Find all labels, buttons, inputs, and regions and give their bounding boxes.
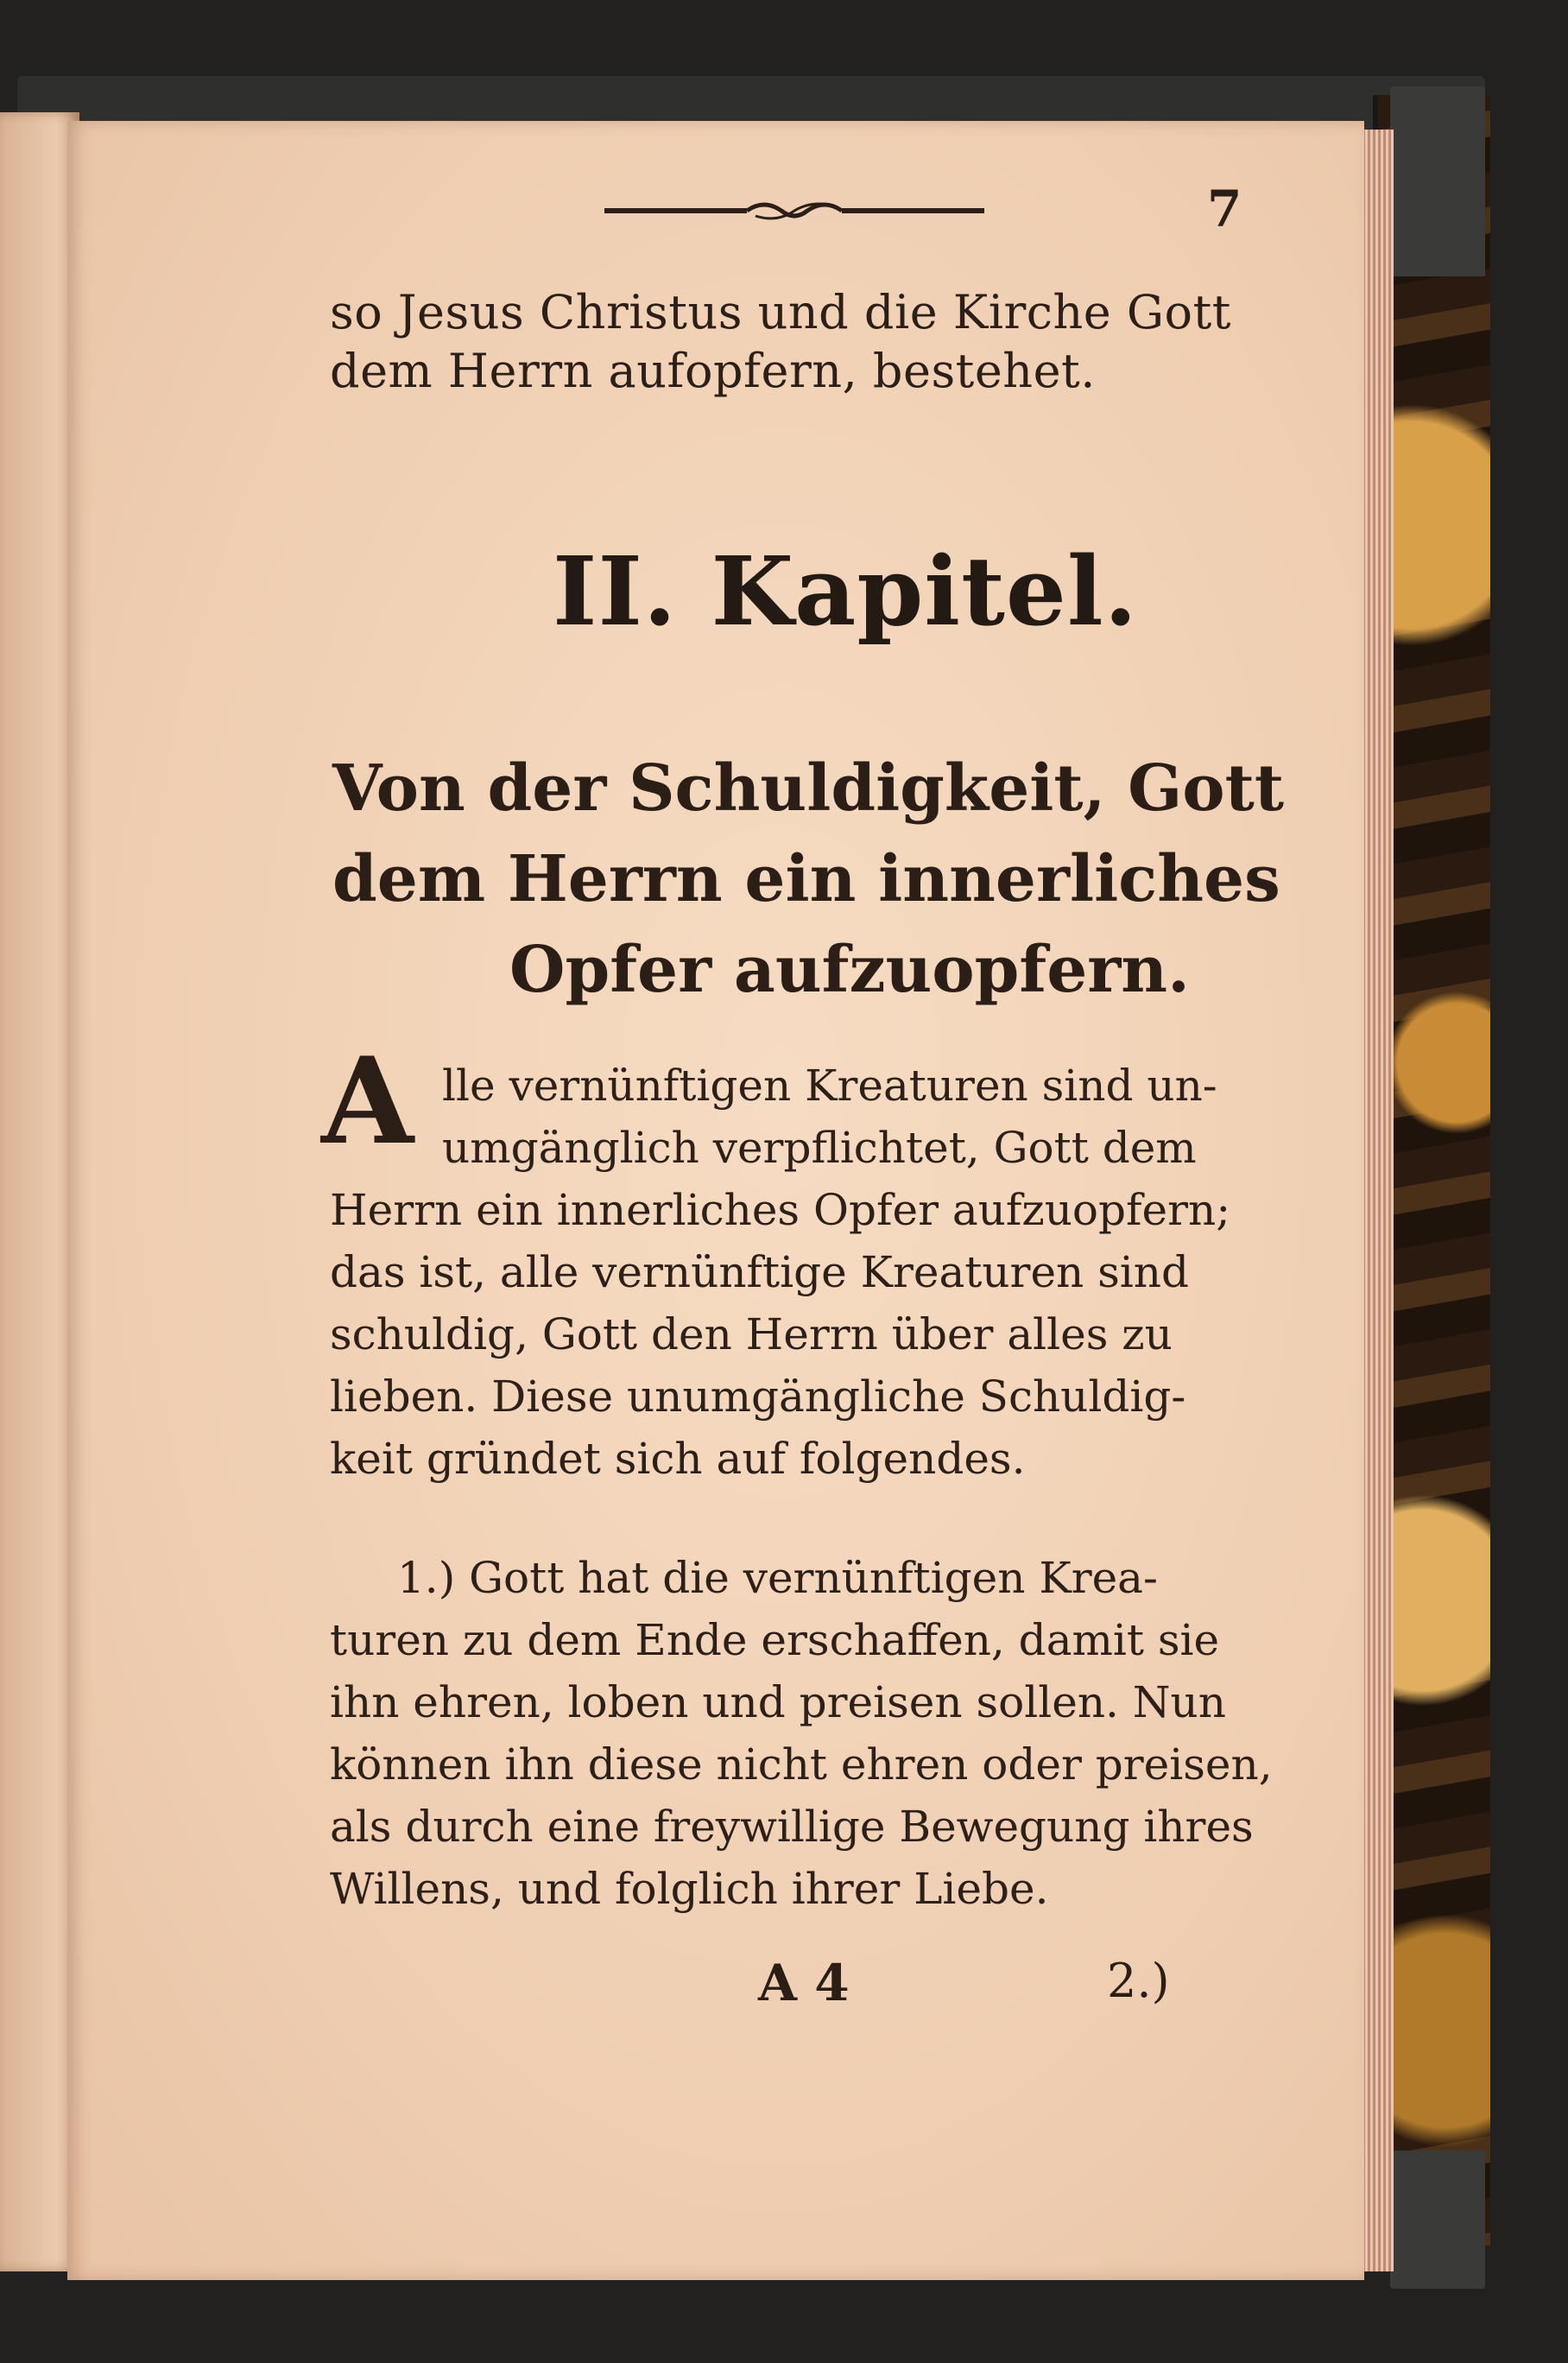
chapter-title: II. Kapitel. [553,535,1138,647]
paragraph-line: umgänglich verpflichtet, Gott dem [442,1123,1197,1173]
paragraph-line: Willens, und folglich ihrer Liebe. [330,1864,1049,1914]
paragraph-line: das ist, alle vernünftige Kreaturen sind [330,1247,1189,1297]
page-number: 7 [1207,180,1242,238]
signature-mark: A 4 [758,1954,850,2012]
paragraph-line: schuldig, Gott den Herrn über alles zu [330,1309,1173,1359]
section-heading-line-2: dem Herrn ein innerliches [332,842,1280,916]
paragraph-line: ihn ehren, loben und preisen sollen. Nun [330,1677,1226,1727]
cover-corner-bottom [1390,2151,1485,2289]
paragraph-line: als durch eine freywillige Bewegung ihres [330,1802,1254,1852]
drop-cap: A [321,1030,414,1171]
paragraph-line: können ihn diese nicht ehren oder preisen, [330,1739,1273,1790]
header-ornament [604,197,984,225]
cover-corner-top [1390,86,1485,276]
catchword: 2.) [1107,1954,1170,2008]
page-edges [1363,130,1394,2271]
paragraph-line: lieben. Diese unumgängliche Schuldig- [330,1372,1186,1422]
section-heading-line-3: Opfer aufzuopfern. [509,933,1190,1007]
paragraph-line: lle vernünftigen Kreaturen sind un- [442,1061,1217,1111]
paragraph-line: 1.) Gott hat die vernünftigen Krea- [397,1553,1158,1603]
paragraph-line: keit gründet sich auf folgendes. [330,1434,1026,1484]
paragraph-line: turen zu dem Ende erschaffen, damit sie [330,1615,1220,1665]
paragraph-line: Herrn ein innerliches Opfer aufzuopfern; [330,1185,1231,1235]
section-heading-line-1: Von der Schuldigkeit, Gott [332,751,1285,826]
continuation-line-1: so Jesus Christus und die Kirche Gott [330,285,1231,339]
continuation-line-2: dem Herrn aufopfern, bestehet. [330,344,1096,398]
